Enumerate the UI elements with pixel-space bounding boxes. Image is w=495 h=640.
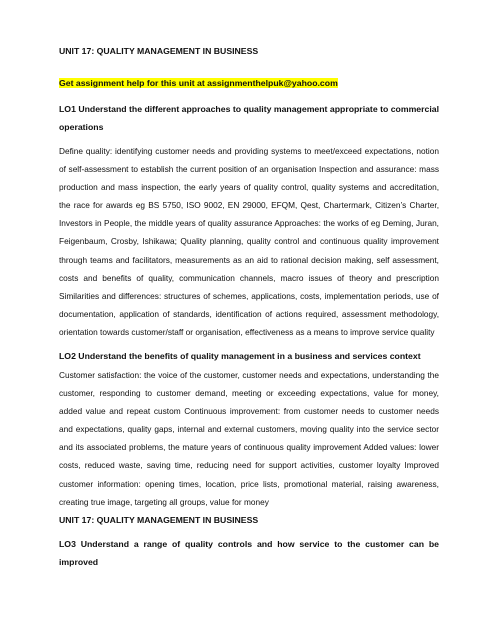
assignment-help-highlight: Get assignment help for this unit at assignmenthelpuk@yahoo.com	[59, 78, 338, 88]
lo2-heading: LO2 Understand the benefits of quality management in a business and services context	[59, 351, 421, 361]
lo3-heading: LO3 Understand a range of quality controls and how service to the customer can be improved	[59, 539, 439, 567]
assignment-help-line	[59, 74, 439, 92]
lo2-body: Customer satisfaction: the voice of the customer, customer needs and expectations, understanding the customer, responding to customer demand, meeting or exceeding expectations, value for money, added value and repeat custom Continuous improvement: from customer needs to customer needs and expectations, quality gaps, internal and external customers, moving quality into the service sector and its associated problems, the mature years of continuous quality improvement Added values: lower costs, reduced waste, saving time, reducing need for support activities, customer loyalty Improved customer information: opening times, location, price lists, promotional material, raising awareness, creating true image, targeting all groups, value for money	[59, 370, 439, 507]
lo1-heading: LO1 Understand the different approaches to quality management appropriate to commercial operations	[59, 104, 439, 132]
unit-title: UNIT 17: QUALITY MANAGEMENT IN BUSINESS	[59, 46, 259, 56]
lo1-body: Define quality: identifying customer needs and providing systems to meet/exceed expectations, notion of self-assessment to establish the current position of an organisation Inspection and assurance: mass production and mass inspection, the early years of quality control, quality systems and accreditation, the race for awards eg BS 5750, ISO 9002, EN 29000, EFQM, Qest, Chartermark, Citizen’s Charter, Investors in People, the middle years of quality assurance Approaches: the works of eg Deming, Juran, Feigenbaum, Crosby, Ishikawa; Quality planning, quality control and continuous quality improvement through teams and facilitators, measurements as an aid to rational decision making, self assessment, costs and benefits of quality, communication channels, macro issues of theory and prescription Similarities and differences: structures of schemes, applications, costs, implementation periods, use of documentation, application of standards, identification of actions required, assessment methodology, orientation towards customer/staff or organisation, effectiveness as a means to improve service quality	[59, 146, 439, 337]
unit-title-repeat: UNIT 17: QUALITY MANAGEMENT IN BUSINESS	[59, 515, 259, 525]
